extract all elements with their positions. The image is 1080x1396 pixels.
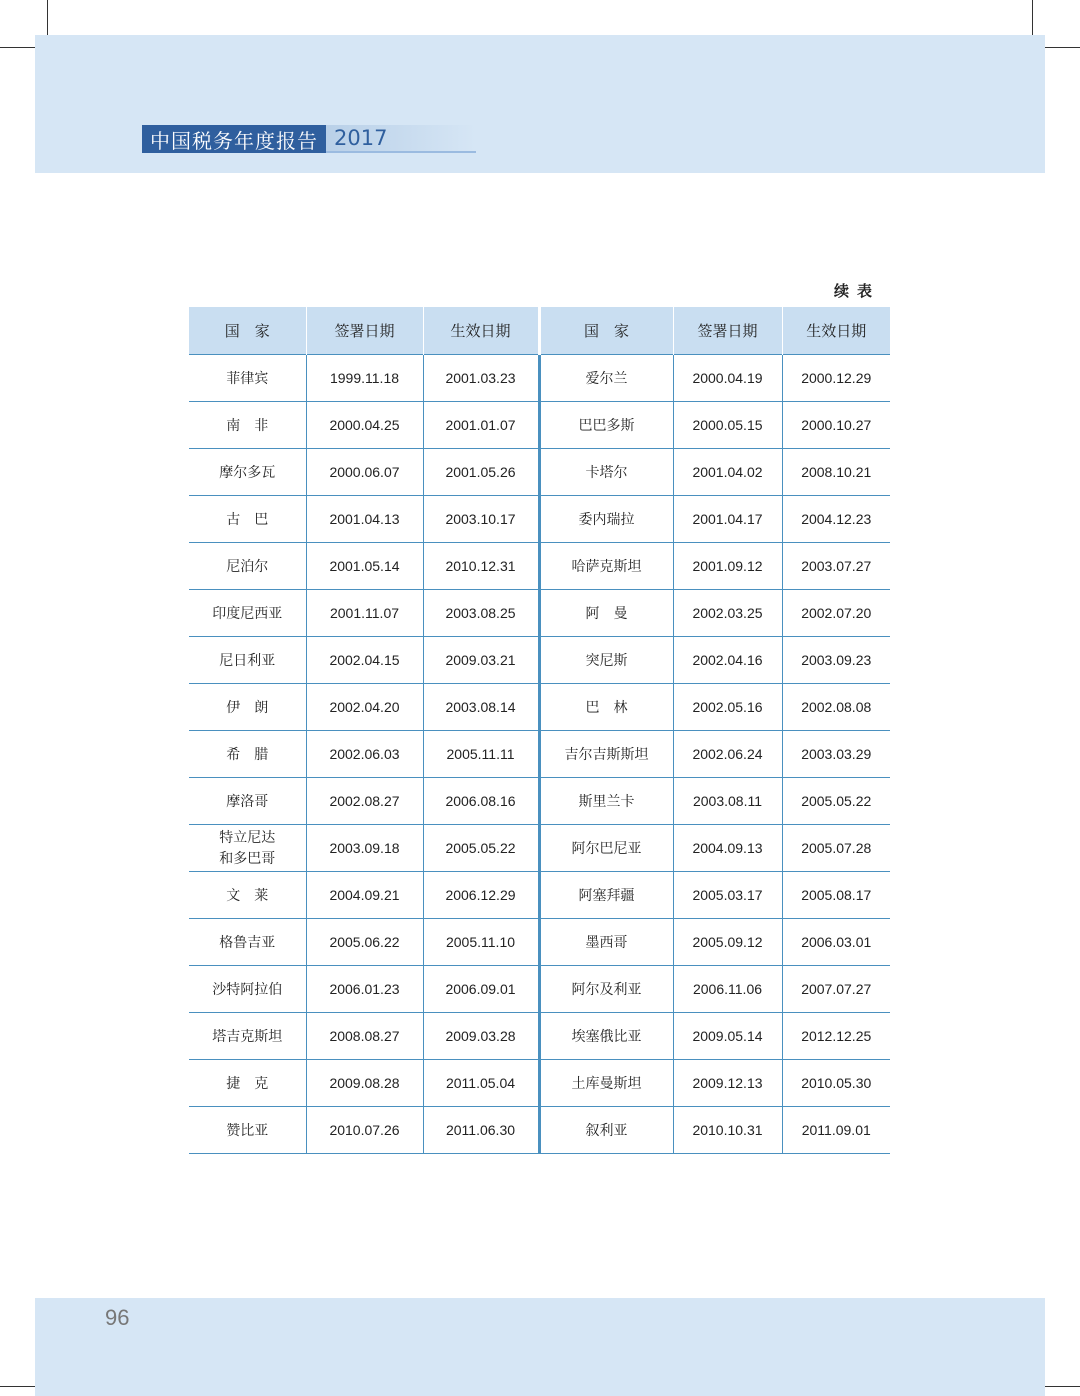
signed-date-cell: 2009.12.13: [673, 1060, 782, 1107]
table-row: [189, 1060, 890, 1107]
country-cell: 伊 朗: [189, 684, 306, 731]
signed-date-cell: 2010.10.31: [673, 1107, 782, 1154]
signed-date-cell: 2000.06.07: [306, 449, 423, 496]
signed-date-cell: 2006.11.06: [673, 966, 782, 1013]
effective-date-cell: 2006.12.29: [423, 872, 539, 919]
effective-date-cell: 2005.11.11: [423, 731, 539, 778]
effective-date-cell: 2004.12.23: [782, 496, 890, 543]
country-cell: 阿塞拜疆: [539, 872, 673, 919]
effective-date-cell: 2007.07.27: [782, 966, 890, 1013]
report-title: [142, 125, 476, 153]
table-row: [189, 637, 890, 684]
effective-date-cell: 2012.12.25: [782, 1013, 890, 1060]
effective-date-cell: 2011.06.30: [423, 1107, 539, 1154]
table-row: [189, 496, 890, 543]
country-cell: 尼日利亚: [189, 637, 306, 684]
signed-date-cell: 2002.08.27: [306, 778, 423, 825]
column-header-effective-date: 生效日期: [782, 307, 890, 355]
country-cell: 希 腊: [189, 731, 306, 778]
table-row: [189, 684, 890, 731]
country-cell: 吉尔吉斯斯坦: [539, 731, 673, 778]
signed-date-cell: 2000.04.19: [673, 355, 782, 402]
column-header-signed-date: 签署日期: [306, 307, 423, 355]
signed-date-cell: 2003.08.11: [673, 778, 782, 825]
table-row: [189, 1107, 890, 1154]
effective-date-cell: 2009.03.28: [423, 1013, 539, 1060]
signed-date-cell: 2002.04.16: [673, 637, 782, 684]
country-cell: 塔吉克斯坦: [189, 1013, 306, 1060]
country-cell: 阿尔及利亚: [539, 966, 673, 1013]
report-year: 2017: [326, 125, 476, 153]
effective-date-cell: 2000.10.27: [782, 402, 890, 449]
footer-band: [35, 1298, 1045, 1396]
country-cell: 印度尼西亚: [189, 590, 306, 637]
table-header-row: [189, 307, 890, 355]
crop-mark: [47, 0, 48, 35]
signed-date-cell: 2009.05.14: [673, 1013, 782, 1060]
effective-date-cell: 2002.08.08: [782, 684, 890, 731]
effective-date-cell: 2005.07.28: [782, 825, 890, 872]
effective-date-cell: 2005.05.22: [782, 778, 890, 825]
country-cell: 菲律宾: [189, 355, 306, 402]
effective-date-cell: 2011.05.04: [423, 1060, 539, 1107]
report-title-text: 中国税务年度报告: [142, 125, 326, 153]
tax-treaty-table: [189, 307, 890, 1154]
effective-date-cell: 2002.07.20: [782, 590, 890, 637]
effective-date-cell: 2005.11.10: [423, 919, 539, 966]
signed-date-cell: 2001.05.14: [306, 543, 423, 590]
signed-date-cell: 2002.06.24: [673, 731, 782, 778]
signed-date-cell: 2001.04.17: [673, 496, 782, 543]
effective-date-cell: 2005.05.22: [423, 825, 539, 872]
table-row: [189, 872, 890, 919]
country-cell: 卡塔尔: [539, 449, 673, 496]
table-continued-note: 续表: [833, 282, 880, 300]
country-cell: 巴巴多斯: [539, 402, 673, 449]
effective-date-cell: 2003.08.14: [423, 684, 539, 731]
crop-mark: [1045, 47, 1080, 48]
table-row: [189, 778, 890, 825]
country-cell: 捷 克: [189, 1060, 306, 1107]
country-cell: 沙特阿拉伯: [189, 966, 306, 1013]
effective-date-cell: 2011.09.01: [782, 1107, 890, 1154]
signed-date-cell: 2003.09.18: [306, 825, 423, 872]
country-cell: 埃塞俄比亚: [539, 1013, 673, 1060]
page-number: 96: [105, 1305, 130, 1330]
effective-date-cell: 2006.03.01: [782, 919, 890, 966]
signed-date-cell: 2005.06.22: [306, 919, 423, 966]
effective-date-cell: 2003.10.17: [423, 496, 539, 543]
effective-date-cell: 2001.03.23: [423, 355, 539, 402]
country-cell: 格鲁吉亚: [189, 919, 306, 966]
effective-date-cell: 2000.12.29: [782, 355, 890, 402]
table-row: [189, 543, 890, 590]
country-cell: 爱尔兰: [539, 355, 673, 402]
signed-date-cell: 1999.11.18: [306, 355, 423, 402]
table-row: [189, 449, 890, 496]
signed-date-cell: 2008.08.27: [306, 1013, 423, 1060]
signed-date-cell: 2002.05.16: [673, 684, 782, 731]
signed-date-cell: 2010.07.26: [306, 1107, 423, 1154]
country-cell: 斯里兰卡: [539, 778, 673, 825]
signed-date-cell: 2001.04.13: [306, 496, 423, 543]
signed-date-cell: 2002.04.15: [306, 637, 423, 684]
country-cell: 哈萨克斯坦: [539, 543, 673, 590]
country-cell: 叙利亚: [539, 1107, 673, 1154]
country-cell: 土库曼斯坦: [539, 1060, 673, 1107]
effective-date-cell: 2003.07.27: [782, 543, 890, 590]
table-row: [189, 355, 890, 402]
signed-date-cell: 2006.01.23: [306, 966, 423, 1013]
table-row: [189, 825, 890, 872]
crop-mark: [0, 47, 35, 48]
table-row: [189, 1013, 890, 1060]
table-row: [189, 919, 890, 966]
signed-date-cell: 2000.04.25: [306, 402, 423, 449]
signed-date-cell: 2000.05.15: [673, 402, 782, 449]
effective-date-cell: 2006.09.01: [423, 966, 539, 1013]
column-header-country: 国 家: [539, 307, 673, 355]
column-header-country: 国 家: [189, 307, 306, 355]
country-cell: 赞比亚: [189, 1107, 306, 1154]
effective-date-cell: 2008.10.21: [782, 449, 890, 496]
country-cell: 阿尔巴尼亚: [539, 825, 673, 872]
country-cell: 南 非: [189, 402, 306, 449]
crop-mark: [1045, 1386, 1080, 1387]
country-cell: 巴 林: [539, 684, 673, 731]
signed-date-cell: 2002.03.25: [673, 590, 782, 637]
signed-date-cell: 2004.09.21: [306, 872, 423, 919]
crop-mark: [0, 1386, 35, 1387]
country-cell: 突尼斯: [539, 637, 673, 684]
table-row: [189, 590, 890, 637]
signed-date-cell: 2009.08.28: [306, 1060, 423, 1107]
country-cell: 摩尔多瓦: [189, 449, 306, 496]
signed-date-cell: 2005.09.12: [673, 919, 782, 966]
effective-date-cell: 2005.08.17: [782, 872, 890, 919]
signed-date-cell: 2005.03.17: [673, 872, 782, 919]
effective-date-cell: 2003.09.23: [782, 637, 890, 684]
country-cell: 委内瑞拉: [539, 496, 673, 543]
effective-date-cell: 2010.12.31: [423, 543, 539, 590]
effective-date-cell: 2003.03.29: [782, 731, 890, 778]
column-header-signed-date: 签署日期: [673, 307, 782, 355]
country-cell: 特立尼达 和多巴哥: [189, 825, 306, 872]
country-cell: 文 莱: [189, 872, 306, 919]
effective-date-cell: 2001.05.26: [423, 449, 539, 496]
signed-date-cell: 2001.04.02: [673, 449, 782, 496]
signed-date-cell: 2001.09.12: [673, 543, 782, 590]
crop-mark: [1032, 0, 1033, 35]
effective-date-cell: 2006.08.16: [423, 778, 539, 825]
country-cell: 墨西哥: [539, 919, 673, 966]
column-header-effective-date: 生效日期: [423, 307, 539, 355]
effective-date-cell: 2010.05.30: [782, 1060, 890, 1107]
country-cell: 摩洛哥: [189, 778, 306, 825]
effective-date-cell: 2003.08.25: [423, 590, 539, 637]
country-cell: 阿 曼: [539, 590, 673, 637]
signed-date-cell: 2001.11.07: [306, 590, 423, 637]
signed-date-cell: 2002.04.20: [306, 684, 423, 731]
signed-date-cell: 2004.09.13: [673, 825, 782, 872]
effective-date-cell: 2001.01.07: [423, 402, 539, 449]
effective-date-cell: 2009.03.21: [423, 637, 539, 684]
table-row: [189, 402, 890, 449]
country-cell: 尼泊尔: [189, 543, 306, 590]
table-row: [189, 731, 890, 778]
signed-date-cell: 2002.06.03: [306, 731, 423, 778]
table-row: [189, 966, 890, 1013]
country-cell: 古 巴: [189, 496, 306, 543]
table-body: [189, 355, 890, 1154]
